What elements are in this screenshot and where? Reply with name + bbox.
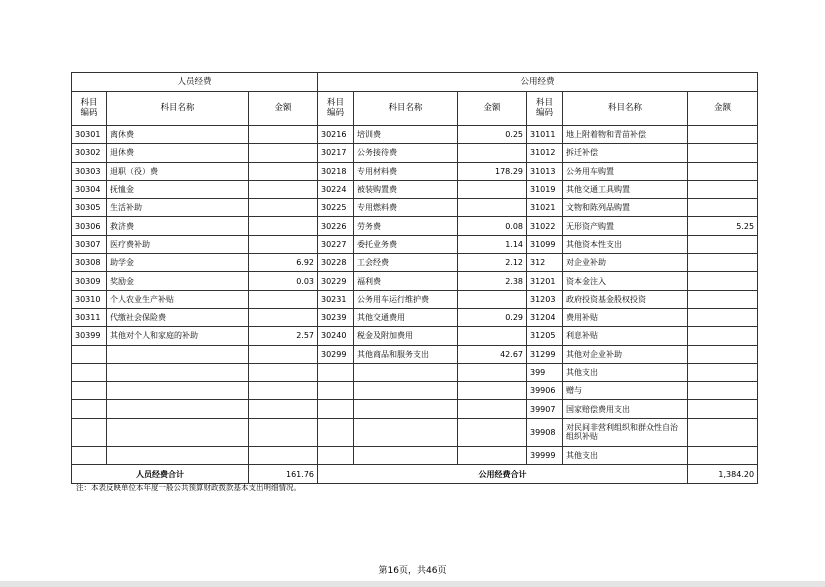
item-name: 培训费: [354, 126, 458, 144]
table-row: [72, 363, 758, 381]
item-name: 退职（役）费: [107, 162, 249, 180]
table-row: [72, 418, 758, 446]
item-code: 30306: [72, 217, 107, 235]
table-row: [72, 217, 758, 235]
item-code: 30399: [72, 327, 107, 345]
item-name: 奖励金: [107, 272, 249, 290]
item-code: 30303: [72, 162, 107, 180]
item-name: 公务用车运行维护费: [354, 290, 458, 308]
item-code: 30216: [318, 126, 354, 144]
item-amount: [249, 217, 318, 235]
item-code: [318, 400, 354, 418]
item-name: 政府投资基金股权投资: [563, 290, 688, 308]
item-name: 工会经费: [354, 254, 458, 272]
item-code: 30301: [72, 126, 107, 144]
item-name: [354, 363, 458, 381]
item-code: 30225: [318, 199, 354, 217]
item-code: 30299: [318, 345, 354, 363]
item-amount: 0.03: [249, 272, 318, 290]
item-code: [318, 382, 354, 400]
item-code: 30305: [72, 199, 107, 217]
item-name: [354, 382, 458, 400]
item-amount: [249, 235, 318, 253]
item-code: [72, 363, 107, 381]
item-amount: [249, 382, 318, 400]
item-amount: [458, 180, 527, 198]
item-name: 被装购置费: [354, 180, 458, 198]
table-row: [72, 400, 758, 418]
item-amount: 5.25: [688, 217, 758, 235]
item-code: 30304: [72, 180, 107, 198]
code-header: 科目 编码: [527, 92, 563, 126]
item-code: 39906: [527, 382, 563, 400]
item-code: 31099: [527, 235, 563, 253]
item-name: 福利费: [354, 272, 458, 290]
table-row: [72, 345, 758, 363]
name-header: 科目名称: [354, 92, 458, 126]
table-row: [72, 180, 758, 198]
item-name: 赠与: [563, 382, 688, 400]
item-amount: 2.12: [458, 254, 527, 272]
item-code: [72, 418, 107, 446]
item-amount: [688, 327, 758, 345]
item-amount: [458, 327, 527, 345]
item-amount: 2.57: [249, 327, 318, 345]
item-amount: [249, 180, 318, 198]
item-amount: [688, 290, 758, 308]
table-row: [72, 235, 758, 253]
item-amount: [688, 446, 758, 464]
column-header-row: [72, 92, 758, 126]
item-name: 其他交通费用: [354, 308, 458, 326]
public-total-label: 公用经费合计: [318, 465, 688, 484]
item-code: 39907: [527, 400, 563, 418]
item-amount: [688, 199, 758, 217]
item-code: [72, 345, 107, 363]
table-row: [72, 144, 758, 162]
item-name: 资本金注入: [563, 272, 688, 290]
item-code: 30226: [318, 217, 354, 235]
item-name: 公务接待费: [354, 144, 458, 162]
item-name: 个人农业生产补贴: [107, 290, 249, 308]
item-amount: [458, 290, 527, 308]
amount-header: 金额: [249, 92, 318, 126]
item-name: 地上附着物和青苗补偿: [563, 126, 688, 144]
table-row: [72, 272, 758, 290]
item-amount: 178.29: [458, 162, 527, 180]
item-name: 其他对企业补助: [563, 345, 688, 363]
item-code: 39908: [527, 418, 563, 446]
item-name: 费用补贴: [563, 308, 688, 326]
item-name: 救济费: [107, 217, 249, 235]
item-amount: [249, 126, 318, 144]
item-name: [354, 446, 458, 464]
item-name: 专用燃料费: [354, 199, 458, 217]
table-row: [72, 446, 758, 464]
item-name: [107, 400, 249, 418]
item-code: 30229: [318, 272, 354, 290]
personnel-total-value: 161.76: [249, 465, 318, 484]
item-amount: [249, 400, 318, 418]
item-amount: [249, 199, 318, 217]
item-code: 30240: [318, 327, 354, 345]
item-code: 31203: [527, 290, 563, 308]
item-code: 31299: [527, 345, 563, 363]
table-row: [72, 308, 758, 326]
item-amount: [458, 199, 527, 217]
item-code: 30307: [72, 235, 107, 253]
item-code: 31201: [527, 272, 563, 290]
item-amount: [688, 126, 758, 144]
item-amount: 2.38: [458, 272, 527, 290]
item-code: [318, 446, 354, 464]
public-total-value: 1,384.20: [688, 465, 758, 484]
item-amount: [458, 446, 527, 464]
item-amount: [458, 144, 527, 162]
item-amount: [688, 418, 758, 446]
item-name: 其他交通工具购置: [563, 180, 688, 198]
item-code: 31204: [527, 308, 563, 326]
item-name: 文物和陈列品购置: [563, 199, 688, 217]
item-name: 抚恤金: [107, 180, 249, 198]
expenditure-table: [71, 72, 758, 484]
item-code: 31012: [527, 144, 563, 162]
item-name: 生活补助: [107, 199, 249, 217]
item-code: 31019: [527, 180, 563, 198]
item-amount: [688, 162, 758, 180]
personnel-total-label: 人员经费合计: [72, 465, 249, 484]
item-amount: [249, 363, 318, 381]
item-code: 30218: [318, 162, 354, 180]
name-header: 科目名称: [107, 92, 249, 126]
item-amount: 1.14: [458, 235, 527, 253]
item-amount: 6.92: [249, 254, 318, 272]
item-code: 30217: [318, 144, 354, 162]
item-name: 其他商品和服务支出: [354, 345, 458, 363]
item-code: 312: [527, 254, 563, 272]
item-name: 退休费: [107, 144, 249, 162]
amount-header: 金额: [688, 92, 758, 126]
table-row: [72, 162, 758, 180]
item-amount: [249, 418, 318, 446]
item-amount: [688, 144, 758, 162]
item-name: 其他支出: [563, 363, 688, 381]
item-name: 专用材料费: [354, 162, 458, 180]
item-amount: [249, 345, 318, 363]
item-code: 31021: [527, 199, 563, 217]
item-name: 其他资本性支出: [563, 235, 688, 253]
item-name: [354, 400, 458, 418]
code-header: 科目 编码: [318, 92, 354, 126]
item-amount: [688, 400, 758, 418]
item-amount: [249, 162, 318, 180]
item-amount: [688, 235, 758, 253]
item-name: [107, 363, 249, 381]
item-name: [107, 345, 249, 363]
item-amount: [688, 382, 758, 400]
amount-header: 金额: [458, 92, 527, 126]
item-name: 拆迁补偿: [563, 144, 688, 162]
table-row: [72, 199, 758, 217]
table-row: [72, 382, 758, 400]
total-row: [72, 465, 758, 484]
item-amount: 0.08: [458, 217, 527, 235]
item-code: 30308: [72, 254, 107, 272]
item-name: 无形资产购置: [563, 217, 688, 235]
item-code: 31011: [527, 126, 563, 144]
item-code: [72, 400, 107, 418]
item-code: 39999: [527, 446, 563, 464]
table-row: [72, 327, 758, 345]
item-code: [72, 382, 107, 400]
item-code: [318, 418, 354, 446]
item-code: [318, 363, 354, 381]
item-amount: [458, 363, 527, 381]
item-name: 公务用车购置: [563, 162, 688, 180]
item-code: 31205: [527, 327, 563, 345]
item-name: 对民间非营利组织和群众性自治组织补贴: [563, 418, 688, 446]
item-name: 医疗费补助: [107, 235, 249, 253]
public-header: 公用经费: [318, 73, 758, 92]
item-amount: [688, 308, 758, 326]
item-code: 31022: [527, 217, 563, 235]
code-header: 科目 编码: [72, 92, 107, 126]
item-amount: [688, 363, 758, 381]
item-code: 30231: [318, 290, 354, 308]
table-row: [72, 126, 758, 144]
table-row: [72, 254, 758, 272]
item-amount: [249, 290, 318, 308]
item-name: 离休费: [107, 126, 249, 144]
item-amount: 0.25: [458, 126, 527, 144]
item-name: 国家赔偿费用支出: [563, 400, 688, 418]
item-code: 30302: [72, 144, 107, 162]
item-amount: [458, 382, 527, 400]
table-row: [72, 290, 758, 308]
item-name: [107, 418, 249, 446]
item-name: 代缴社会保险费: [107, 308, 249, 326]
item-code: 30224: [318, 180, 354, 198]
item-code: 399: [527, 363, 563, 381]
item-code: 30311: [72, 308, 107, 326]
item-amount: [688, 254, 758, 272]
item-amount: [249, 446, 318, 464]
item-name: 劳务费: [354, 217, 458, 235]
item-name: 利息补贴: [563, 327, 688, 345]
item-amount: [688, 180, 758, 198]
item-code: 30239: [318, 308, 354, 326]
item-amount: 42.67: [458, 345, 527, 363]
item-name: [107, 446, 249, 464]
item-name: 委托业务费: [354, 235, 458, 253]
item-name: 其他支出: [563, 446, 688, 464]
item-code: 30228: [318, 254, 354, 272]
item-amount: [249, 308, 318, 326]
item-name: [107, 382, 249, 400]
item-code: 30227: [318, 235, 354, 253]
item-name: 税金及附加费用: [354, 327, 458, 345]
item-name: 对企业补助: [563, 254, 688, 272]
name-header: 科目名称: [563, 92, 688, 126]
item-code: 30309: [72, 272, 107, 290]
item-code: 31013: [527, 162, 563, 180]
item-amount: [458, 418, 527, 446]
viewer-bottom-bar: [0, 581, 825, 587]
item-amount: [688, 345, 758, 363]
item-amount: 0.29: [458, 308, 527, 326]
item-amount: [458, 400, 527, 418]
group-header-row: [72, 73, 758, 92]
item-amount: [249, 144, 318, 162]
item-name: [354, 418, 458, 446]
page-number: 第16页，共46页: [378, 566, 447, 576]
item-code: [72, 446, 107, 464]
personnel-header: 人员经费: [72, 73, 318, 92]
table-note: 注：本表反映单位本年度一般公共预算财政拨款基本支出明细情况。: [76, 483, 301, 492]
item-amount: [688, 272, 758, 290]
item-name: 助学金: [107, 254, 249, 272]
item-code: 30310: [72, 290, 107, 308]
item-name: 其他对个人和家庭的补助: [107, 327, 249, 345]
